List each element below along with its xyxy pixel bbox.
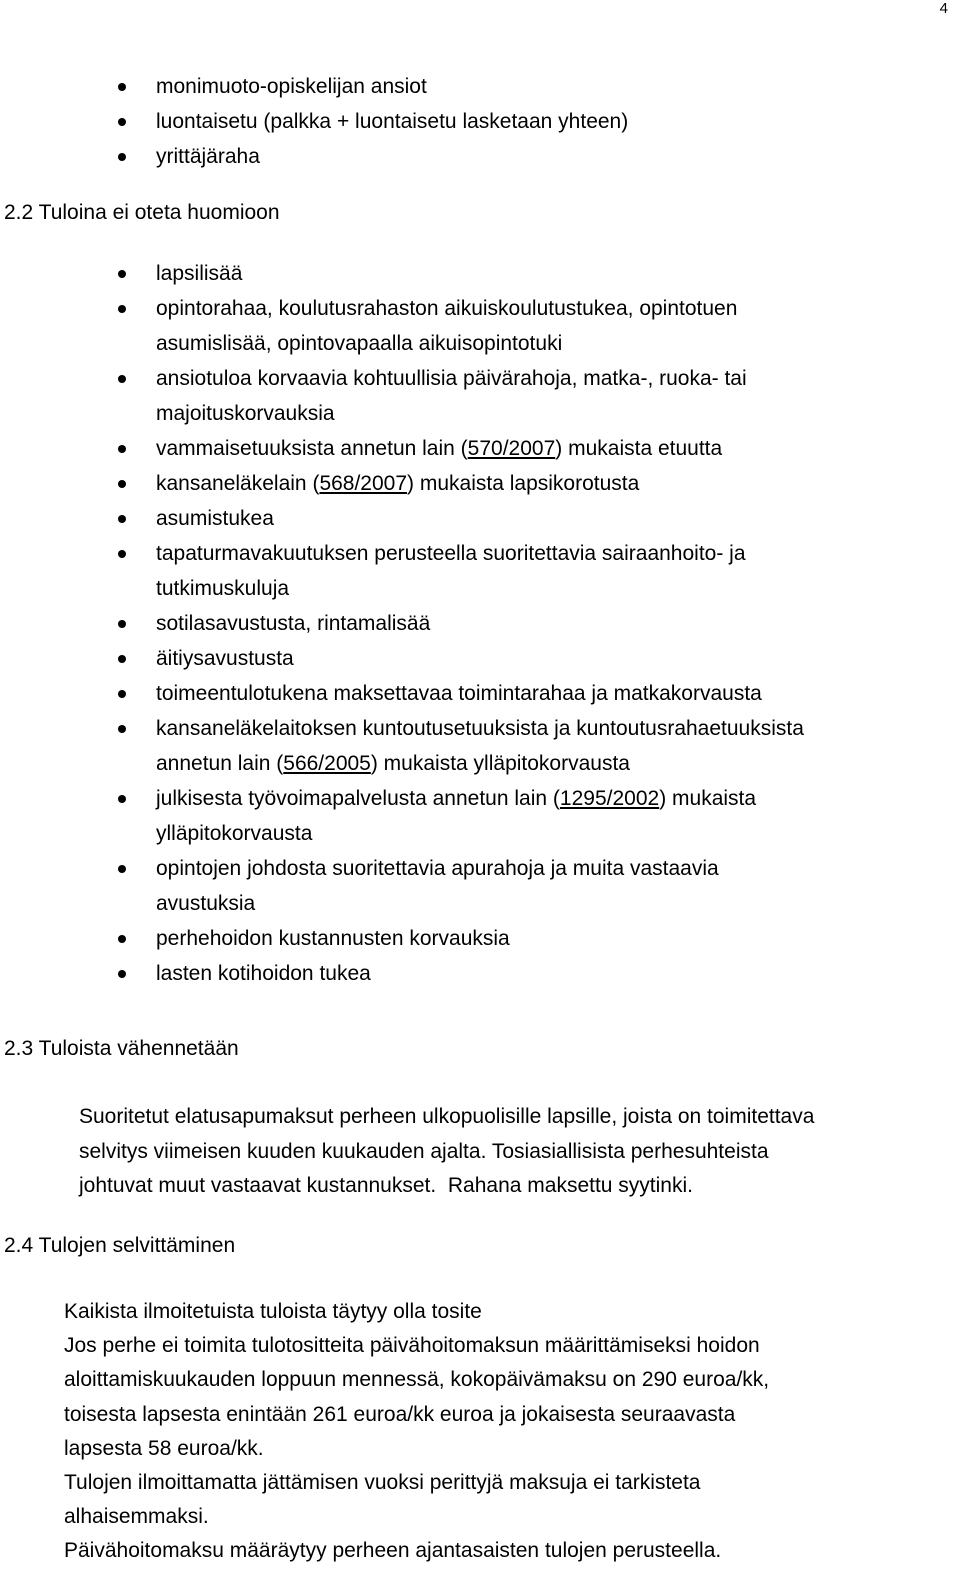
- law-reference-link[interactable]: 1295/2002: [559, 787, 660, 810]
- list-item: kansaneläkelain (568/2007) mukaista lapsikorotusta: [0, 466, 864, 501]
- bullet-icon: [118, 270, 126, 278]
- page-number: 4: [939, 0, 948, 17]
- list-item: vammaisetuuksista annetun lain (570/2007) mukaista etuutta: [0, 431, 864, 466]
- list-item: monimuoto-opiskelijan ansiot: [0, 69, 688, 104]
- bullet-icon: [118, 153, 126, 161]
- list-item: asumistukea: [0, 501, 864, 536]
- section-heading-2-2: 2.2 Tuloina ei oteta huomioon: [4, 201, 280, 224]
- bullet-icon: [118, 445, 126, 453]
- income-verification-paragraph: Kaikista ilmoitetuista tuloista täytyy olla tosite Jos perhe ei toimita tulotositteita päivähoitomaksun määrittämiseksi hoidon aloittamiskuukauden loppuun mennessä, kokopäivämaksu on 290 euroa/kk, toisesta lapsesta enintään 261 euroa/kk euroa ja jokaisesta seuraavasta lapsesta 58 euroa/kk. Tulojen ilmoittamatta jättämisen vuoksi perittyjä maksuja ei tarkisteta alhaisemmaksi. Päivähoitomaksu määräytyy perheen ajantasaisten tulojen perusteella.: [64, 1300, 770, 1563]
- bullet-icon: [118, 795, 126, 803]
- list-item: toimeentulotukena maksettavaa toimintarahaa ja matkakorvausta: [0, 676, 864, 711]
- list-item: julkisesta työvoimapalvelusta annetun lain (1295/2002) mukaista ylläpitokorvausta: [0, 781, 864, 851]
- list-item: äitiysavustusta: [0, 641, 864, 676]
- bullet-icon: [118, 690, 126, 698]
- law-reference-link[interactable]: 570/2007: [467, 437, 556, 460]
- bullet-icon: [118, 480, 126, 488]
- bullet-icon: [118, 83, 126, 91]
- list-item: luontaisetu (palkka + luontaisetu lasketaan yhteen): [0, 104, 688, 139]
- list-item: opintorahaa, koulutusrahaston aikuiskoulutustukea, opintotuen asumislisää, opintovapaalla aikuisopintotuki: [0, 291, 864, 361]
- list-item: lasten kotihoidon tukea: [0, 956, 864, 991]
- bullet-icon: [118, 865, 126, 873]
- deductions-paragraph: Suoritetut elatusapumaksut perheen ulkopuolisille lapsille, joista on toimitettava selvitys viimeisen kuuden kuukauden ajalta. Tosiasiallisista perhesuhteista johtuvat muut vastaavat kustannukset. Rahana maksettu syytinki.: [79, 1105, 815, 1197]
- law-reference-link[interactable]: 566/2005: [283, 752, 371, 775]
- bullet-icon: [118, 375, 126, 383]
- bullet-icon: [118, 655, 126, 663]
- list-item: kansaneläkelaitoksen kuntoutusetuuksista ja kuntoutusrahaetuuksista annetun lain (566/2005) mukaista ylläpitokorvausta: [0, 711, 864, 781]
- income-list: [0, 69, 688, 174]
- bullet-icon: [118, 970, 126, 978]
- section-heading-2-4: 2.4 Tulojen selvittäminen: [4, 1234, 236, 1257]
- bullet-icon: [118, 935, 126, 943]
- bullet-icon: [118, 305, 126, 313]
- law-reference-link[interactable]: 568/2007: [319, 472, 408, 495]
- section-heading-2-3: 2.3 Tuloista vähennetään: [4, 1037, 239, 1060]
- bullet-icon: [118, 118, 126, 126]
- list-item: sotilasavustusta, rintamalisää: [0, 606, 864, 641]
- bullet-icon: [118, 620, 126, 628]
- bullet-icon: [118, 515, 126, 523]
- list-item: tapaturmavakuutuksen perusteella suoritettavia sairaanhoito- ja tutkimuskuluja: [0, 536, 864, 606]
- bullet-icon: [118, 550, 126, 558]
- bullet-icon: [118, 725, 126, 733]
- list-item: yrittäjäraha: [0, 139, 688, 174]
- list-item: lapsilisää: [0, 256, 864, 291]
- list-item: perhehoidon kustannusten korvauksia: [0, 921, 864, 956]
- list-item: opintojen johdosta suoritettavia apurahoja ja muita vastaavia avustuksia: [0, 851, 864, 921]
- list-item: ansiotuloa korvaavia kohtuullisia päivärahoja, matka-, ruoka- tai majoituskorvauksia: [0, 361, 864, 431]
- excluded-income-list: [0, 256, 864, 991]
